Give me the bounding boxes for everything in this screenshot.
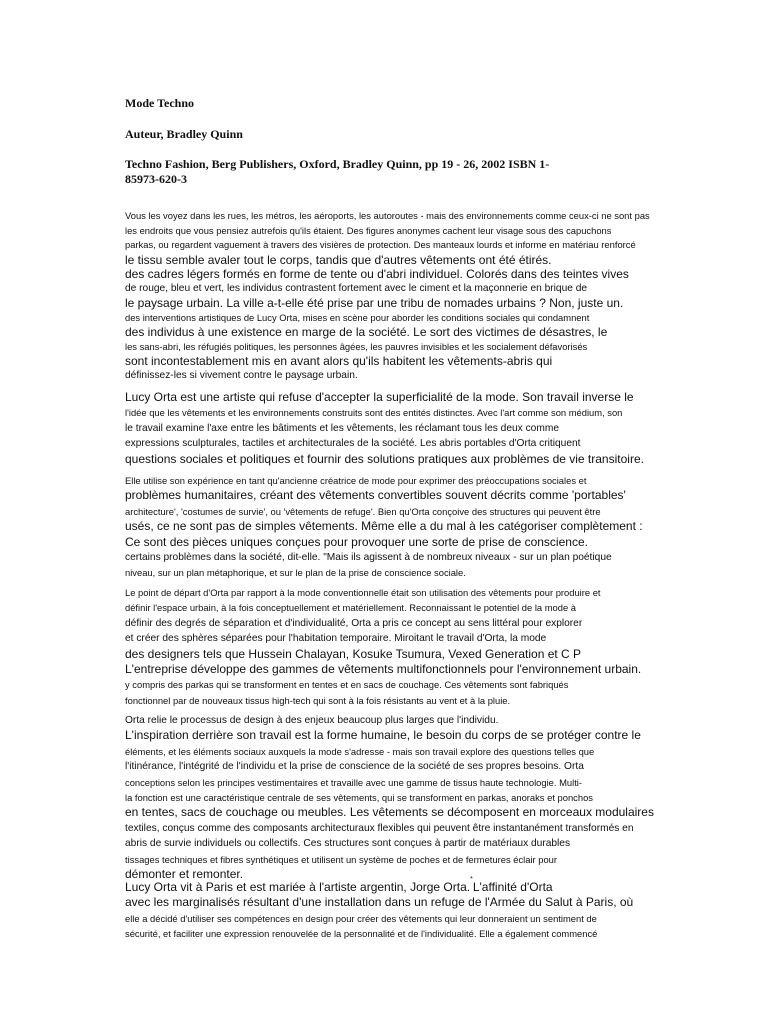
text-line: des cadres légers formés en forme de tente ou d'abri individuel. Colorés dans des teintes vives <box>125 267 629 281</box>
text-line: Ce sont des pièces uniques conçues pour provoquer une sorte de prise de conscience. <box>125 534 588 549</box>
text-line: L'inspiration derrière son travail est la forme humaine, le besoin du corps de se protéger contre le <box>125 728 641 743</box>
text-line: fonctionnel par de nouveaux tissus high-tech qui sont à la fois résistants au vent et à la pluie. <box>125 694 511 706</box>
text-line: sécurité, et faciliter une expression renouvelée de la personnalité et de l'individualité. Elle a également commencé <box>125 928 598 940</box>
text-line: l'idée que les vêtements et les environnements construits sont des entités distinctes. Avec l'art comme son médium, son <box>125 407 623 419</box>
text-line: architecture', 'costumes de survie', ou 'vêtements de refuge'. Bien qu'Orta conçoive des structures qui peuvent être <box>125 505 601 517</box>
text-line: des designers tels que Hussein Chalayan, Kosuke Tsumura, Vexed Generation et C P <box>125 646 582 661</box>
text-line: tissages techniques et fibres synthétiques et utilisent un système de poches et de fermetures éclair pour <box>125 853 558 865</box>
text-line: niveau, sur un plan métaphorique, et sur le plan de la prise de conscience sociale. <box>125 567 466 579</box>
text-segment: L'affinité d'Orta <box>472 880 553 894</box>
text-line: sont incontestablement mis en avant alors qu'ils habitent les vêtements-abris qui <box>125 354 553 368</box>
text-line: des individus à une existence en marge de la société. Le sort des victimes de désastres, le <box>125 325 608 339</box>
text-line: de rouge, bleu et vert, les individus contrastent fortement avec le ciment et la maçonnerie en brique de <box>125 282 588 294</box>
text-line: L'entreprise développe des gammes de vêtements multifonctionnels pour l'environnement urbain. <box>125 662 642 677</box>
text-line: la fonction est une caractéristique centrale de ses vêtements, qui se transforment en parkas, anoraks et ponchos <box>125 792 593 804</box>
text-line: avec les marginalisés résultant d'une installation dans un refuge de l'Armée du Salut à Paris, où <box>125 895 634 910</box>
text-line: problèmes humanitaires, créant des vêtements convertibles souvent décrits comme 'portables' <box>125 488 626 503</box>
text-segment: Lucy Orta vit à Paris et est mariée à l'artiste argentin, Jorge Orta. <box>125 880 471 894</box>
footnote-marker[interactable]: * <box>470 876 473 883</box>
paragraph-2 <box>125 390 685 467</box>
text-line: définissez-les si vivement contre le paysage urbain. <box>125 369 358 381</box>
text-line: définir l'espace urbain, à la fois conceptuellement et matériellement. Reconnaissant le potentiel de la mode à <box>125 602 577 614</box>
source-line: 85973-620-3 <box>125 172 187 186</box>
paragraph-1 <box>125 209 685 383</box>
text-line: parkas, ou regardent vaguement à travers des visières de protection. Des manteaux lourds et informe en matériau renforcé <box>125 239 636 250</box>
text-line: certains problèmes dans la société, dit-elle. "Mais ils agissent à de nombreux niveaux - sur un plan poétique <box>125 552 612 564</box>
text-line: Elle utilise son expérience en tant qu'ancienne créatrice de mode pour exprimer des préoccupations sociales et <box>125 475 587 486</box>
text-line: définir des degrés de séparation et d'individualité, Orta a pris ce concept au sens littéral pour explorer <box>125 617 583 629</box>
text-line: textiles, conçus comme des composants architecturaux flexibles qui peuvent être instantanément transformés en <box>125 822 634 834</box>
text-line: abris de survie individuels ou collectifs. Ces structures sont conçues à partir de matériaux durables <box>125 838 571 850</box>
document-title: Mode Techno <box>125 96 195 110</box>
text-line: démonter et remonter. <box>125 867 244 882</box>
paragraph-6 <box>125 876 685 942</box>
paragraph-5 <box>125 713 685 882</box>
text-line: le travail examine l'axe entre les bâtiments et les vêtements, les réclamant tous les deux comme <box>125 422 559 434</box>
text-line: Lucy Orta est une artiste qui refuse d'accepter la superficialité de la mode. Son travail inverse le <box>125 390 634 404</box>
text-line: l'itinérance, l'intégrité de l'individu et la prise de conscience de la société de ses propres besoins. Orta <box>125 761 584 773</box>
text-line: les endroits que vous pensiez autrefois qu'ils étaient. Des figures anonymes cachent leur visage sous des capuchons <box>125 224 612 236</box>
paragraph-3 <box>125 473 685 581</box>
text-line: expressions sculpturales, tactiles et architecturales de la société. Les abris portables d'Orta critiquent <box>125 438 581 450</box>
source-line: Techno Fashion, Berg Publishers, Oxford, Bradley Quinn, pp 19 - 26, 2002 ISBN 1- <box>125 157 550 171</box>
text-line: le paysage urbain. La ville a-t-elle été prise par une tribu de nomades urbains ? Non, juste un. <box>125 296 624 310</box>
text-line: des interventions artistiques de Lucy Orta, mises en scène pour aborder les conditions sociales qui condamnent <box>125 311 590 323</box>
document-author: Auteur, Bradley Quinn <box>125 127 243 141</box>
text-line: conceptions selon les principes vestimentaires et travaille avec une gamme de tissus haute technologie. Multi- <box>125 776 583 788</box>
text-line: Vous les voyez dans les rues, les métros, les aéroports, les autoroutes - mais des environnements comme ceux-ci ne sont pas <box>125 210 650 221</box>
text-line: éléments, et les éléments sociaux auxquels la mode s'adresse - mais son travail explore des questions telles que <box>125 745 595 757</box>
text-line: et créer des sphères séparées pour l'habitation temporaire. Miroitant le travail d'Orta, la mode <box>125 633 547 645</box>
paragraph-4 <box>125 585 685 708</box>
text-line: en tentes, sacs de couchage ou meubles. Les vêtements se décomposent en morceaux modulaires <box>125 805 654 820</box>
text-line: y compris des parkas qui se transforment en tentes et en sacs de couchage. Ces vêtements sont fabriqués <box>125 679 569 691</box>
text-line: questions sociales et politiques et fournir des solutions pratiques aux problèmes de vie transitoire. <box>125 451 644 466</box>
text-line <box>125 876 685 895</box>
text-line: elle a décidé d'utiliser ses compétences en design pour créer des vêtements qui leur donneraient un sentiment de <box>125 912 597 924</box>
text-line: Le point de départ d'Orta par rapport à la mode conventionnelle était son utilisation des vêtements pour produire et <box>125 587 601 598</box>
text-line: usés, ce ne sont pas de simples vêtements. Même elle a du mal à les catégoriser complètement : <box>125 519 643 534</box>
document-source <box>125 157 575 187</box>
text-line: le tissu semble avaler tout le corps, tandis que d'autres vêtements ont été étirés. <box>125 252 552 267</box>
text-line: les sans-abri, les réfugiés politiques, les personnes âgées, les pauvres invisibles et les socialement défavorisés <box>125 340 588 352</box>
text-line: Orta relie le processus de design à des enjeux beaucoup plus larges que l'individu. <box>125 715 499 726</box>
